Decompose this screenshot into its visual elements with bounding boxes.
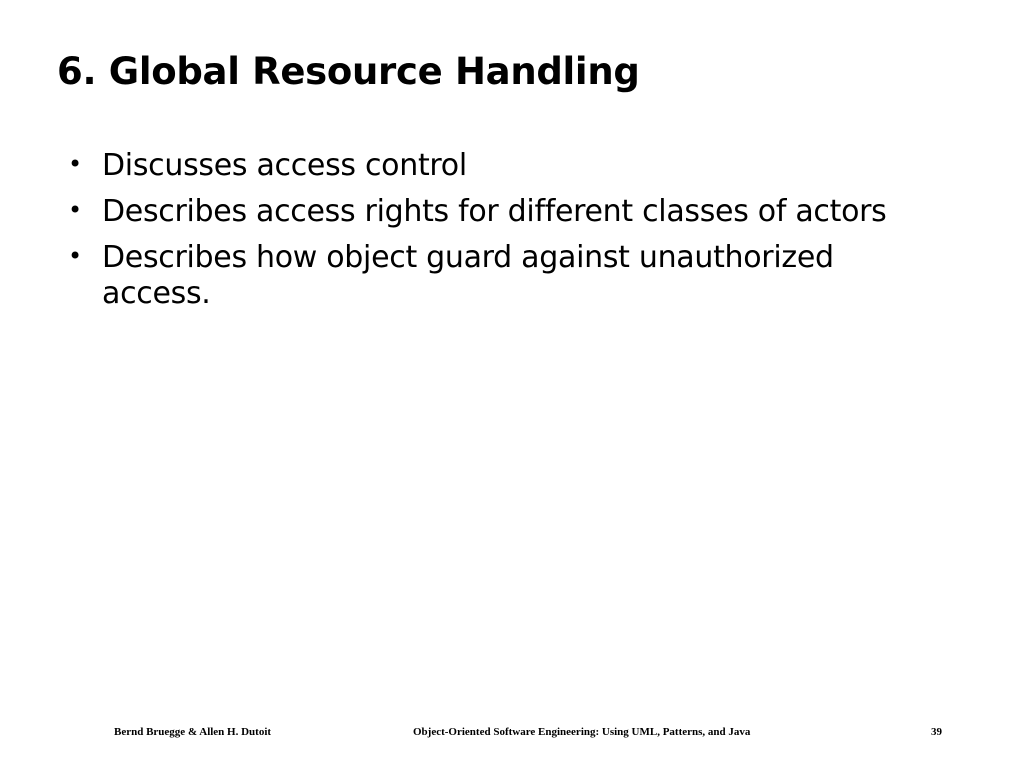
bullet-text: Describes access rights for different classes of actors	[102, 194, 887, 229]
footer-authors: Bernd Bruegge & Allen H. Dutoit	[114, 726, 272, 738]
bullet-text: Discusses access control	[102, 148, 467, 183]
bullet-item-object-guard	[64, 240, 944, 312]
bullet-icon: •	[68, 196, 82, 224]
bullet-item-access-rights	[64, 194, 944, 230]
bullet-icon: •	[68, 242, 82, 270]
footer-page-number: 39	[931, 726, 942, 738]
slide-footer	[0, 724, 1024, 740]
bullet-item-access-control	[64, 148, 944, 184]
footer-book-title: Object-Oriented Software Engineering: Using UML, Patterns, and Java	[413, 726, 751, 738]
bullet-icon: •	[68, 150, 82, 178]
bullet-text: Describes how object guard against unauthorized access.	[102, 240, 834, 311]
bullet-list	[64, 148, 944, 322]
slide-title: 6. Global Resource Handling	[57, 50, 640, 93]
